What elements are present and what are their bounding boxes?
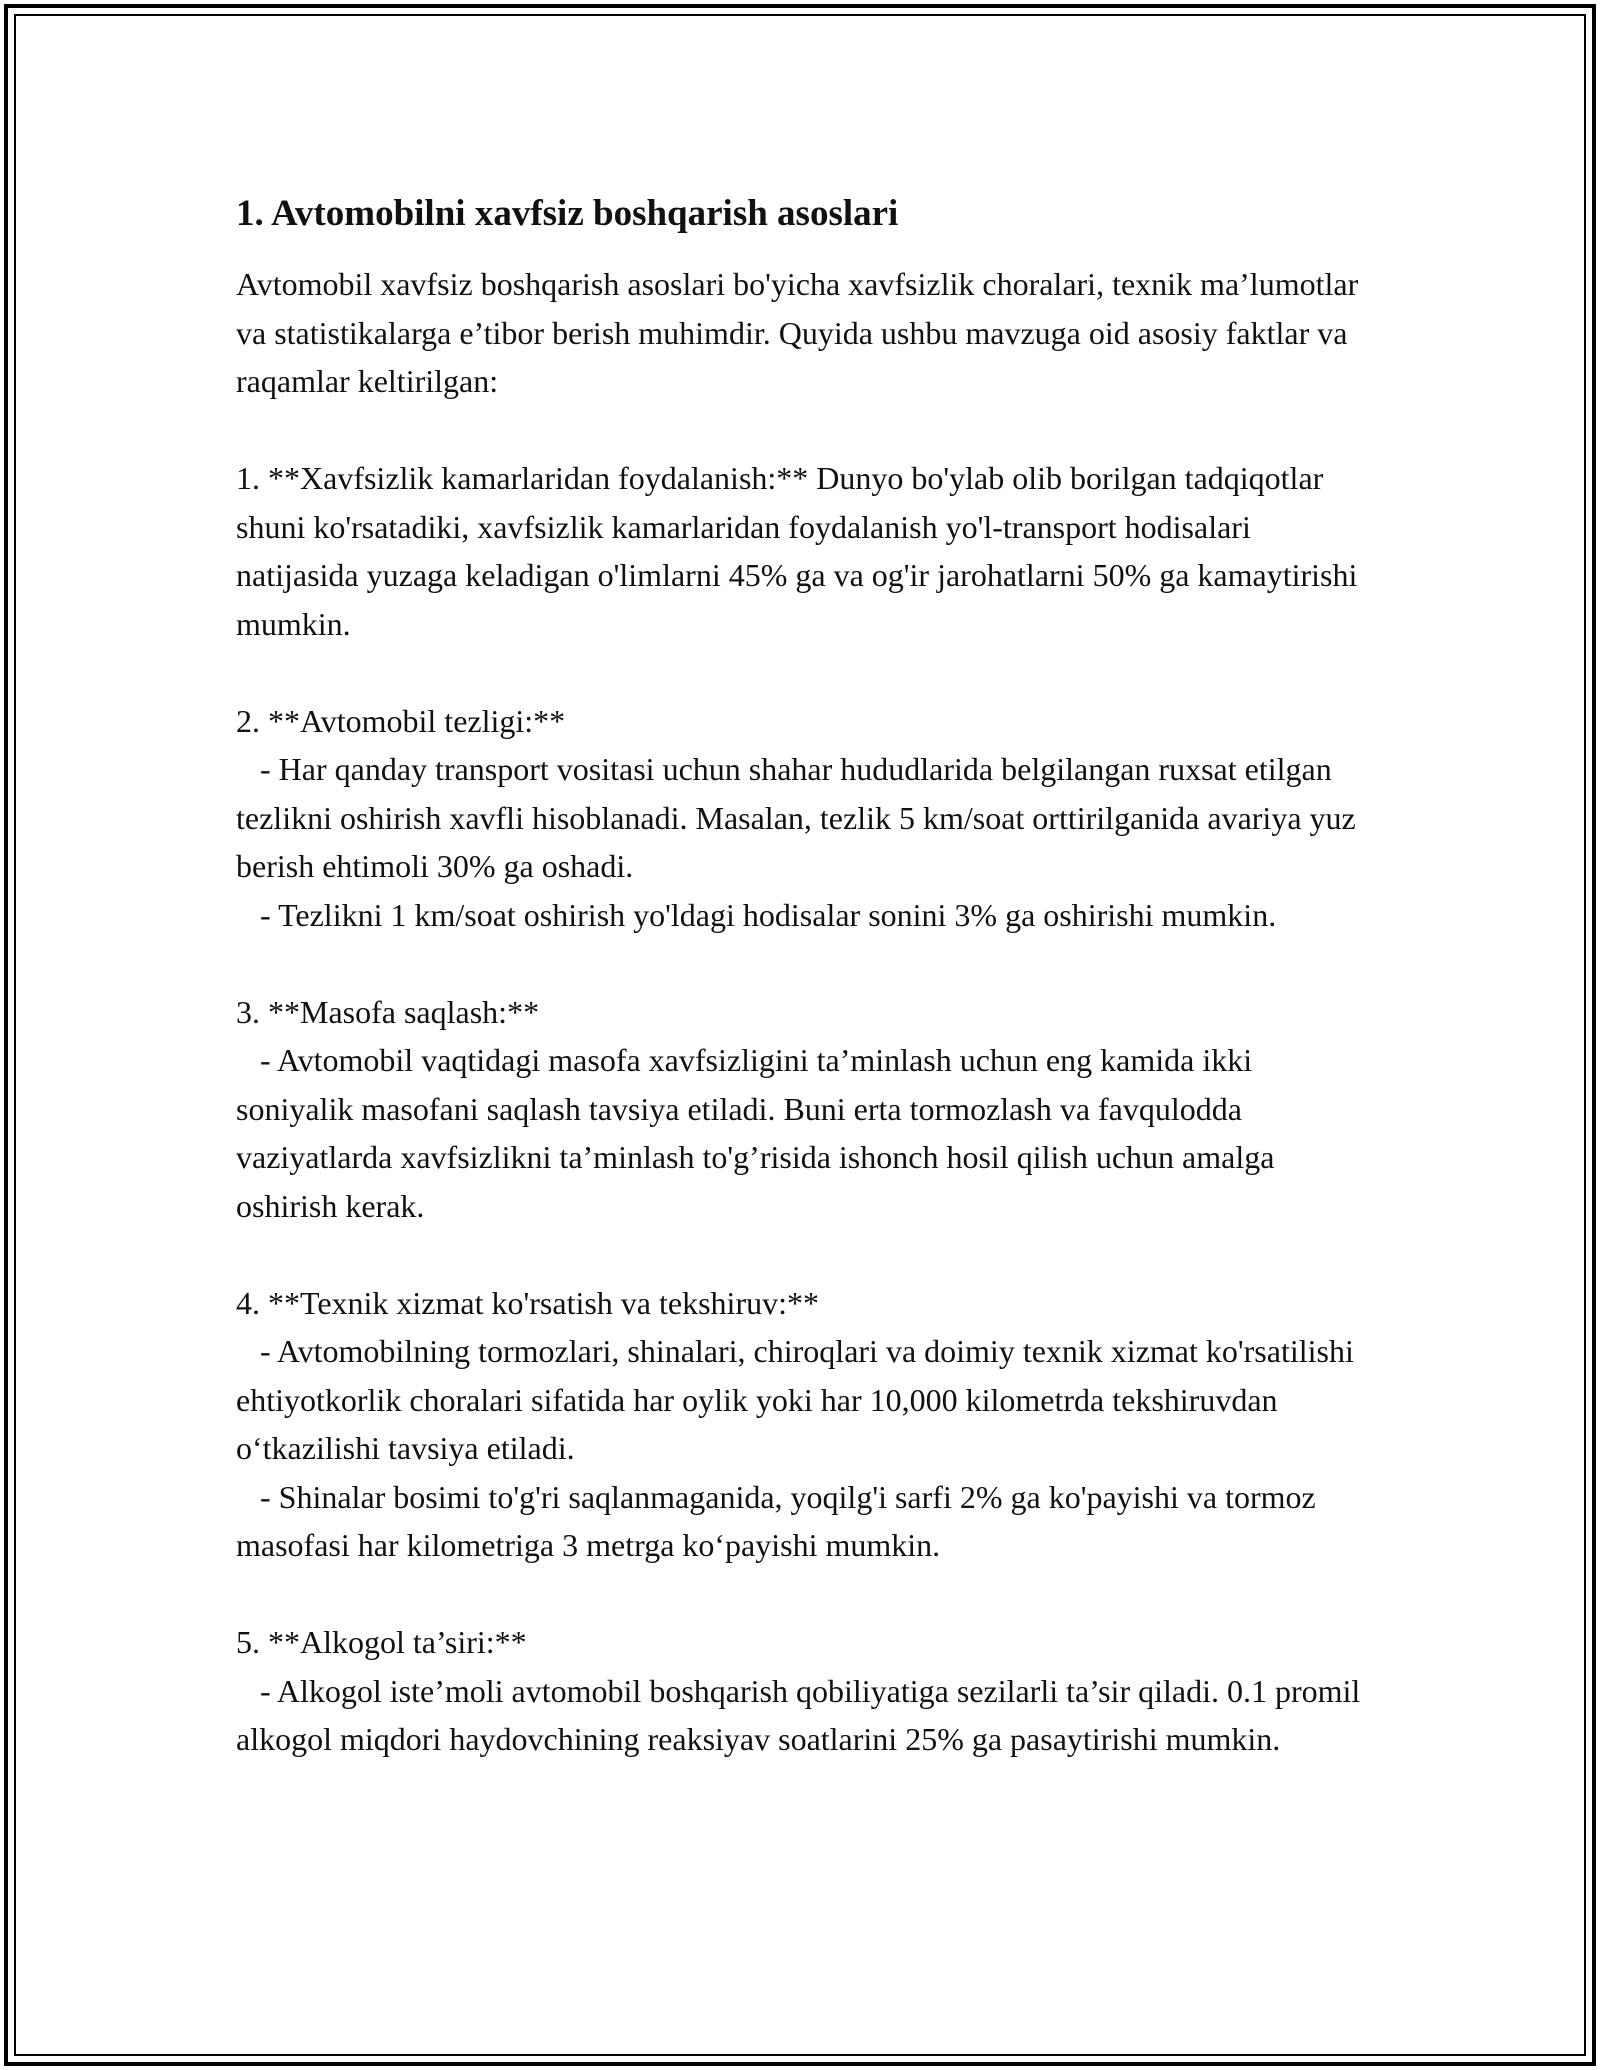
paragraph-gap bbox=[236, 648, 1366, 697]
paragraph-gap bbox=[236, 406, 1366, 455]
section-item: - Avtomobilning tormozlari, shinalari, chiroqlari va doimiy texnik xizmat ko'rsatilishi ehtiyotkorlik choralari sifatida har oylik yoki har 10,000 kilometrda tekshiruvdan o‘tkazilishi tavsiya etiladi. bbox=[236, 1333, 1362, 1466]
section-item: - Shinalar bosimi to'g'ri saqlanmaganida, yoqilg'i sarfi 2% ga ko'payishi va tormoz masofasi har kilometriga 3 metrga ko‘payishi mumkin. bbox=[236, 1478, 1324, 1563]
paragraph-gap bbox=[236, 1570, 1366, 1619]
section-item: - Avtomobil vaqtidagi masofa xavfsizligini ta’minlash uchun eng kamida ikki soniyalik masofani saqlash tavsiya etiladi. Buni erta tormozlash va favqulodda vaziyatlarda xavfsizlikni ta’minlash to'g’risida ishonch hosil qilish uchun amalga oshirish kerak. bbox=[236, 1042, 1283, 1224]
section-item: - Alkogol iste’moli avtomobil boshqarish qobiliyatiga sezilarli ta’sir qiladi. 0.1 promil alkogol miqdori haydovchining reaksiyav soatlarini 25% ga pasaytirishi mumkin. bbox=[236, 1672, 1369, 1757]
paragraph-gap bbox=[236, 1230, 1366, 1279]
section-heading: 3. **Masofa saqlash:** bbox=[236, 993, 540, 1030]
section-heading: 2. **Avtomobil tezligi:** bbox=[236, 702, 566, 739]
intro-paragraph: Avtomobil xavfsiz boshqarish asoslari bo'yicha xavfsizlik choralari, texnik ma’lumotlar va statistikalarga e’tibor berish muhimdir. Quyida ushbu mavzuga oid asosiy faktlar va raqamlar keltirilgan: bbox=[236, 266, 1367, 399]
section-seat-belts bbox=[236, 454, 1366, 648]
document-title: 1. Avtomobilni xavfsiz boshqarish asoslari bbox=[236, 193, 899, 234]
section-distance bbox=[236, 988, 1366, 1231]
paragraph-gap bbox=[236, 939, 1366, 988]
section-item: - Tezlikni 1 km/soat oshirish yo'ldagi hodisalar sonini 3% ga oshirishi mumkin. bbox=[236, 896, 1277, 933]
section-heading: 5. **Alkogol ta’siri:** bbox=[236, 1624, 527, 1660]
section-heading: 1. **Xavfsizlik kamarlaridan foydalanish:** Dunyo bo'ylab olib borilgan tadqiqotlar shuni ko'rsatadiki, xavfsizlik kamarlaridan foydalanish yo'l-transport hodisalari natijasida yuzaga keladigan o'limlarni 45% ga va og'ir jarohatlarni 50% ga kamaytirishi mumkin. bbox=[236, 460, 1366, 642]
section-alcohol bbox=[236, 1618, 1369, 1764]
section-speed bbox=[236, 697, 1366, 940]
section-item: - Har qanday transport vositasi uchun shahar hududlarida belgilangan ruxsat etilgan tezlikni oshirish xavfli hisoblanadi. Masalan, tezlik 5 km/soat orttirilganida avariya yuz berish ehtimoli 30% ga oshadi. bbox=[236, 751, 1364, 884]
section-heading: 4. **Texnik xizmat ko'rsatish va tekshiruv:** bbox=[236, 1284, 819, 1321]
section-maintenance bbox=[236, 1279, 1366, 1570]
document-body bbox=[236, 190, 1369, 1764]
